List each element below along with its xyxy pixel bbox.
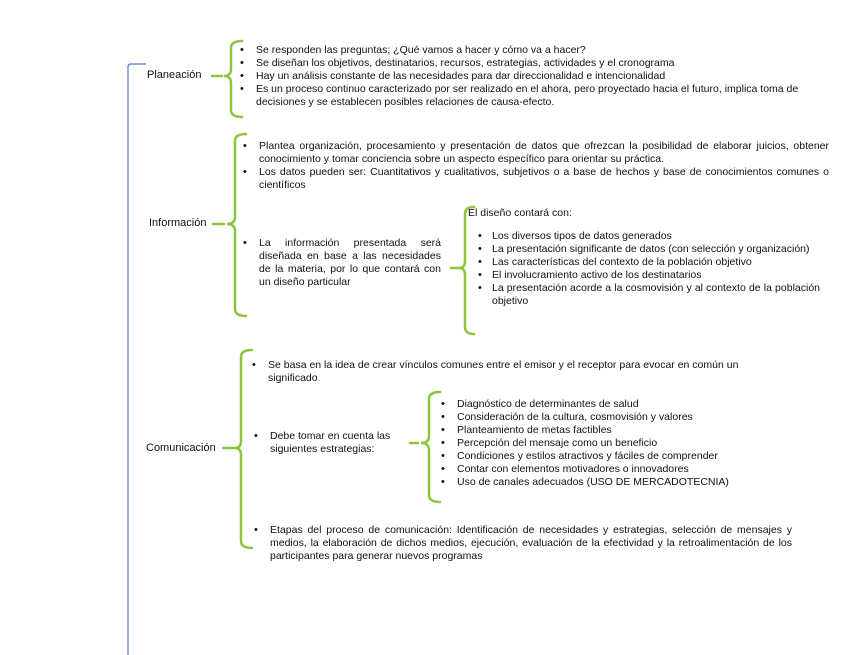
main-axis-line xyxy=(128,64,146,655)
list-item: • Los diversos tipos de datos generados xyxy=(470,230,820,243)
list-item: • Hay un análisis constante de las necesidades para dar direccionalidad e intencionalidad xyxy=(238,70,830,83)
list-item: • La presentación acorde a la cosmovisión y al contexto de la población objetivo xyxy=(470,282,820,308)
list-item: • Los datos pueden ser: Cuantitativos y cualitativos, subjetivos o a base de hechos y base de conocimientos comunes o científicos xyxy=(241,166,829,192)
list-item: • Etapas del proceso de comunicación: Identificación de necesidades y estrategias, selección de mensajes y medios, la elaboración de dichos medios, ejecución, evaluación de la efectividad y la retroalimentación de los participantes para generar nuevos programas xyxy=(252,524,792,563)
list-item: • La información presentada será diseñada en base a las necesidades de la materia, por lo que contará con un diseño particular xyxy=(241,237,441,289)
list-comunicacion-intro xyxy=(250,359,780,385)
label-comunicacion: Comunicación xyxy=(146,442,216,454)
bracket-strategies xyxy=(410,392,440,502)
label-informacion: Información xyxy=(149,217,207,229)
list-design xyxy=(470,230,820,308)
list-informacion xyxy=(241,140,829,192)
list-item: • Diagnóstico de determinantes de salud xyxy=(439,398,799,411)
list-item: • Plantea organización, procesamiento y presentación de datos que ofrezcan la posibilidad de elaborar juicios, obtener conocimiento y tomar conciencia sobre un aspecto específico para orientar su práctica. xyxy=(241,140,829,166)
list-strategies xyxy=(439,398,799,489)
list-item: • Planteamiento de metas factibles xyxy=(439,424,799,437)
list-item: • La presentación significante de datos (con selección y organización) xyxy=(470,243,820,256)
list-item: • Debe tomar en cuenta las siguientes estrategias: xyxy=(252,430,412,456)
list-item: • Se responden las preguntas; ¿Qué vamos a hacer y cómo va a hacer? xyxy=(238,44,830,57)
list-item: • Uso de canales adecuados (USO DE MERCADOTECNIA) xyxy=(439,476,799,489)
list-item: • Se basa en la idea de crear vínculos comunes entre el emisor y el receptor para evocar en común un significado xyxy=(250,359,780,385)
list-item: • Contar con elementos motivadores o innovadores xyxy=(439,463,799,476)
list-comunicacion-stages xyxy=(252,524,792,563)
list-item: • Las características del contexto de la población objetivo xyxy=(470,256,820,269)
list-planeacion xyxy=(238,44,830,109)
design-title: El diseño contará con: xyxy=(468,207,572,219)
list-item: • Es un proceso continuo caracterizado por ser realizado en el ahora, pero proyectado hacia el futuro, implica toma de decisiones y se establecen posibles relaciones de causa-efecto. xyxy=(238,83,830,109)
label-planeacion: Planeación xyxy=(147,69,202,81)
bracket-comunicacion xyxy=(223,350,252,548)
list-item: • Condiciones y estilos atractivos y fáciles de comprender xyxy=(439,450,799,463)
list-item: • Se diseñan los objetivos, destinatarios, recursos, estrategias, actividades y el cronograma xyxy=(238,57,830,70)
list-item: • El involucramiento activo de los destinatarios xyxy=(470,269,820,282)
list-informacion-design-note xyxy=(241,237,441,289)
list-item: • Consideración de la cultura, cosmovisión y valores xyxy=(439,411,799,424)
list-comunicacion-strategies-note xyxy=(252,430,412,456)
list-item: • Percepción del mensaje como un beneficio xyxy=(439,437,799,450)
